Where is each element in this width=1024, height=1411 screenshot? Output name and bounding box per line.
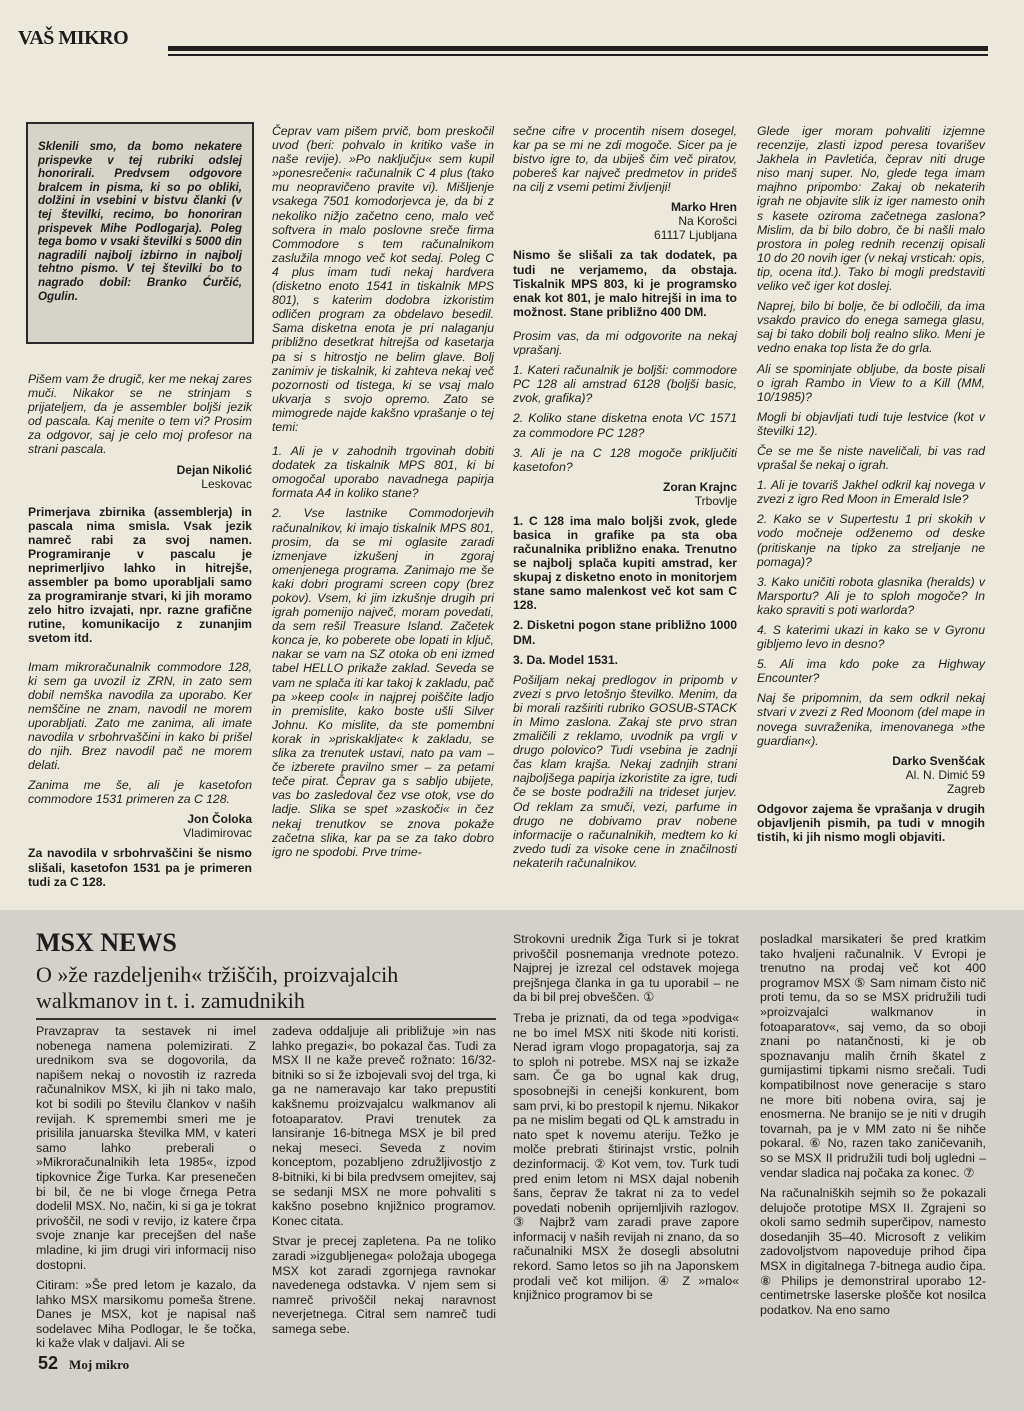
letter-text: Mogli bi objavljati tudi tuje lestvice (kot v številki 12).: [757, 409, 985, 438]
header-rule-thin: [168, 54, 988, 56]
letter-text: 2. Kako se v Supertestu 1 pri skokih v vodo močneje odženemo od deske (pritiskanje na tipko za streljanje ne pomaga)?: [757, 512, 985, 569]
letter-text: Ali se spominjate obljube, da boste pisali o igrah Rambo in View to a Kill (MM, 10/1985)?: [757, 361, 985, 404]
author-place: Vladimirovac: [183, 826, 252, 841]
header-rule-thick: [168, 46, 988, 51]
letter-signature: [513, 480, 737, 508]
msx-column-1: [36, 1024, 256, 1357]
letter-text: 3. Ali je na C 128 mogoče priključiti kasetofon?: [513, 445, 737, 474]
msx-news-subtitle: O »že razdeljenih« tržiščih, proizvajalcih walkmanov in t. i. zamudnikih: [36, 962, 399, 1013]
letter-text: Naprej, bilo bi bolje, če bi odločili, da ima vsakdo pravico do enega samega glasu, saj bi tako dobili bolj realno sliko. Meni je vedno enaka top lista že do grla.: [757, 299, 985, 356]
author-name: Zoran Krajnc: [662, 479, 737, 494]
article-paragraph: Treba je priznati, da od tega »podviga« ne bo imel MSX niti škode niti koristi. Nerad igram vlogo propagatorja, saj za to sploh ni potrebe. MSX naj se izkaže sam. Če ga bo ugnal kak drug, sposobnejši in cenejši konkurent, bom sam prvi, ki bo prestopil k njemu. Nikakor pa ne mislim begati od QL k amstradu in nato spet k novemu ateriju. Težko je molče prebrati štirinajst vrstic, polnih dezinformacij. ② Kot vem, tov. Turk tudi pred enim letom ni MSX dajal nobenih šans, čeprav že takrat ni za to vedel povedati nobenih oprijemljivih razlogov. ③ Najbrž vam zaradi prave zapore informacij v naših revijah ni znano, da so računalniki MSX že dosegli absolutni rekord. Samo letos so jih na Japonskem prodali več kot milijon. ④ Z »malo« knjižnico programov bi se: [513, 1010, 739, 1303]
article-paragraph: Na računalniških sejmih so že pokazali delujoče prototipe MSX II. Zgrajeni so okoli samo sedmih superčipov, namesto dosedanjih 35–40. Microsoft z velikim zadovoljstvom napoveduje prihod čipa MSX in digitalnega 7-bitnega audio čipa. ⑧ Philips je demonstriral uporabo 12-centimetrske laserske plošče kot nosilca podatkov. Na eno samo: [760, 1186, 986, 1317]
letter-signature: [757, 754, 985, 796]
author-name: Marko Hren: [670, 200, 737, 215]
magazine-name: Moj mikro: [69, 1357, 130, 1372]
letter-text: 1. Ali je v zahodnih trgovinah dobiti dodatek za tiskalnik MPS 801, ki bi omogočal uporabo navadnega papirja formata A4 in koliko stane?: [272, 444, 494, 501]
letter-text: sečne cifre v procentih nisem dosegel, kar pa se mi ne zdi mogoče. Sicer pa je bistvo igre to, da ubiješ čim več piratov, pobereš kar največ predmetov in prideš na cilj z vsemi petimi življenji!: [513, 124, 737, 195]
letters-column-4: [757, 124, 985, 850]
author-name: Dejan Nikolić: [176, 462, 252, 477]
author-place: Trbovlje: [694, 493, 737, 508]
editor-answer: Za navodila v srbohrvaščini še nismo slišali, kasetofon 1531 pa je primeren tudi za C 128.: [28, 846, 252, 889]
letter-text: Zanima me še, ali je kasetofon commodore 1531 primeren za C 128.: [28, 778, 252, 807]
author-city: Zagreb: [946, 781, 985, 796]
msx-column-3: [513, 932, 739, 1309]
letter-text: Prosim vas, da mi odgovorite na nekaj vprašanj.: [513, 328, 737, 358]
letter-text: Pošiljam nekaj predlogov in pripomb v zvezi s prvo letošnjo številko. Menim, da bi morali razširiti rubriko GOSUB-STACK in Mimo zaslona. Zakaj ste prvo stran zmaličili z reklamo, uvodnik pa vrgli v drugo polovico? Tudi vsebina je zadnji čas klam krajša. Nekaj zadnjih strani najboljšega papirja izkoristite za igre, tudi če se boste podražili na trideset jurjev. Od reklam za smuči, vezi, parfume in drugo ne dobivamo prav nobene informacije o računalnikih, medtem ko ki zvedo tudi za visoke cene in značilnosti nekaterih računalnikov.: [513, 672, 737, 870]
letter-signature: [28, 812, 252, 840]
letter-text: Glede iger moram pohvaliti izjemne recenzije, zlasti izpod peresa tovarišev Jakhela in Pavletića, čeprav niti druge niso manj super. No, glede tega imam majhno pripombo: Zakaj ob nekaterih igrah ne objavite slik iz iger namesto onih s kasete oziroma začetnega zaslona? Mislim, da bi bilo dobro, če bi našli malo prostora in poleg rednih recenzij opisali 10 do 20 novih iger (v nekaj vrsticah: opis, tip, ocena itd.). Tako bi mogli predstaviti veliko več iger kot doslej.: [757, 124, 985, 294]
msx-column-2: [272, 1024, 496, 1342]
author-city: 61117 Ljubljana: [654, 228, 737, 243]
letter-text: 1. Kateri računalnik je boljši: commodore PC 128 ali amstrad 6128 (boljši basic, zvok, grafika)?: [513, 363, 737, 406]
editor-answer: 2. Disketni pogon stane približno 1000 DM.: [513, 618, 737, 647]
article-paragraph: Strokovni urednik Žiga Turk si je tokrat privoščil posnemanja vrednote potezo. Najprej je izrezal cel odstavek mojega prejšnjega članka in ga tu uporabil – ne da bi bil prej obveščen. ①: [513, 932, 739, 1005]
letter-text: 5. Ali ima kdo poke za Highway Encounter?: [757, 657, 985, 686]
letter-text: Čeprav vam pišem prvič, bom preskočil uvod (beri: pohvalo in kritiko vaše in naše revije). »Po naključju« sem kupil »ponesrečeni« računalnik C 4 plus (tako mu neopravičeno pravite vi). Mišljenje vsakega 7501 komodorjevca je, da bi z nekoliko nižjo začetno ceno, malo več softvera in malo poslovne sreče firma Commodore s tem računalnikom zaslužila mnogo več kot sedaj. Poleg C 4 plus imam tudi nekaj hardvera (disketno enoto 1541 in tiskalnik MPS 801), s katerim dodobra izkoristim odličen program za obdelavo besedil. Sama disketna enota je pri nalaganju približno desetkrat hitrejša od kasetarja pa si s hitrostjo ne belim glave. Bolj zanimiv je tiskalnik, ki zahteva nekaj več pozornosti od tistega, ki se vsaj malo ukvarja s svojo opremo. Zato se mimogrede najde kakšno vprašanje o tej temi:: [272, 124, 494, 434]
letter-text: 3. Kako uničiti robota glasnika (heralds) v Marsportu? Ali je to sploh mogoče? In kako spraviti s poti warlorda?: [757, 574, 985, 617]
letter-text: 2. Koliko stane disketna enota VC 1571 za commodore PC 128?: [513, 411, 737, 440]
letters-column-2: [272, 124, 494, 865]
article-paragraph: Stvar je precej zapletena. Pa ne toliko zaradi »izgubljenega« položaja ubogega MSX kot zaradi zgornjega ravnokar navedenega odstavka. V njem sem si namreč privoščil nekaj naravnost neverjetnega. Citral sem namreč tudi samega sebe.: [272, 1234, 496, 1336]
msx-news-title: MSX NEWS: [36, 928, 177, 957]
page-number: 52: [38, 1353, 59, 1373]
editor-answer: 3. Da. Model 1531.: [513, 652, 618, 667]
letter-text: Pišem vam že drugič, ker me nekaj zares muči. Nikakor se ne strinjam s prijateljem, da je assembler boljši jezik od pascala. Kaj menite o tem vi? Prosim za odgovor, saj je celo moj profesor na strani pascala.: [28, 372, 252, 457]
letter-text: Naj še pripomnim, da sem odkril nekaj stvari v zvezi z Red Moonom (del mape in novega suvraženika, imenovanega »the guardian«).: [757, 691, 985, 748]
author-place: Na Korošci: [678, 214, 737, 229]
author-place: Al. N. Dimić 59: [905, 767, 985, 782]
letter-text: 4. S katerimi ukazi in kako se v Gyronu gibljemo levo in desno?: [757, 623, 985, 652]
msx-column-4: [760, 932, 986, 1323]
section-title: VAŠ MIKRO: [18, 27, 129, 49]
letter-text: 2. Vse lastnike Commodorjevih računalnikov, ki imajo tiskalnik MPS 801, prosim, da se mi oglasite zaradi izmenjave izkušenj in zgoraj omenjenega programa. Zanimajo me še kaki dobri programi screen copy (brez pokov). Vsem, ki jim izkušnje drugih pri igrah pomenijo največ, moram povedati, da sem rešil Treasure Island. Začetek konca je, ko poberete obe lopati in ključ, nakar se vam na SZ otoka ob eni izmed tabel HELLO prikaže zaklad. Seveda se vam ne splača iti kar takoj k zakladu, pač pa »keep cool« in najprej poiščite ladjo in premislite, kako boste ušli Silver Johnu. Ko mislite, da ste pomembni korak in »priskakljate« k zakladu, se slika za trenutek ustavi, nato pa vam – če izberete pravilno smer – za petami teče pirat. Čeprav ga s sabljo ubijete, vas bo zasledoval čez vse otok, vse do ladje. Slika se spet »zaskoči« in čez nekaj trenutkov se znova pokaže začetna slika, kar pa se za tako dobro igro ne spodobi. Prve trime-: [272, 506, 494, 859]
author-place: Leskovac: [201, 476, 252, 491]
letter-text: Če se me še niste naveličali, bi vas rad vprašal še nekaj o igrah.: [757, 443, 985, 473]
article-paragraph: Pravzaprav ta sestavek ni imel nobenega namena polemizirati. Z urednikom sva se dogovorila, da napišem nekaj o novostih iz razreda računalnikov MSX, ki jih ni tako malo, kot bi sodili po številu člankov v naših revijah. K spremembi smeri me je prisilila januarska številka MM, v kateri samo lahko preberali o »Mikroračunalnikih leta 1985«, izpod tipkovnice Žige Turka. Kar presenečen bi bil, če ne bi vloge črnega Petra dodelil MSX. No, način, ki si ga je tokrat privoščil, ne sodi v revijo, iz katere črpa svoje znanje kar precejšen del naše mladine, ki jim drugi viri informacij niso dostopni.: [36, 1024, 256, 1272]
page-footer: [38, 1352, 129, 1376]
editor-answer: Nismo še slišali za tak dodatek, pa tudi ne verjamemo, da obstaja. Tiskalnik MPS 803, ki je programsko enak kot 801, je malo hitrejši in ima to možnost. Stane približno 400 DM.: [513, 248, 737, 319]
editorial-notice-box: Sklenili smo, da bomo nekatere prispevke v tej rubriki odslej honorirali. Predvsem odgovore bralcem in pisma, ki so po obliki, dolžini in vsebini v bistvu članki (v tej številki, recimo, bo honoriran prispevek Mihe Podlogarja). Poleg tega bomo v vsaki številki s 5000 din nagradili najbolj izbirno in najbolj tehtno pismo. V tej številki bo to nagrado dobil: Branko Ćurčić, Ogulin.: [26, 122, 254, 344]
article-paragraph: posladkal marsikateri še pred kratkim tako hvaljeni računalnik. V Evropi je trenutno na prodaj več kot 400 programov MSX ⑤ Sam nimam čisto nič proti temu, da so se MSX pridružili tudi »proizvajalci walkmanov in fotoaparatov«, saj vemo, da so oboji znani po natančnosti, ki je ob spoznavanju malih črnih škatel z gumijastimi tipkami nismo srečali. Tudi kompatibilnost nove generacije s staro ne more biti nobena ovira, saj je enosmerna. Ne branijo se je niti v drugih tovarnah, pa je v MM zato ni še nihče pokaral. ⑥ No, razen tako zaničevanih, so se MSX II pridružili tudi bolj ugledni – vendar sladica naj počaka za konec. ⑦: [760, 932, 986, 1180]
article-paragraph: Citiram: »Še pred letom je kazalo, da lahko MSX marsikomu pomeša štrene. Danes je MSX, kot je napisal naš sodelavec Miha Podlogar, le še točka, ki kaže vlak v daljavi. Ali se: [36, 1278, 256, 1351]
section-header: [18, 22, 988, 62]
letter-signature: [28, 463, 252, 491]
editor-answer: Primerjava zbirnika (assemblerja) in pascala nima smisla. Vsak jezik namreč rabi za svoj namen. Programiranje v pascalu je neprimerljivo lahko in hitrejše, assembler pa bomo uporabljali samo za programiranje stvari, ki jih moramo zelo hitro izvajati, npr. razne grafične rutine, komunikacijo z zunanjim svetom itd.: [28, 504, 252, 646]
letter-signature: [513, 200, 737, 242]
author-name: Darko Svenšćak: [892, 753, 985, 768]
author-name: Jon Čoloka: [187, 812, 252, 827]
article-paragraph: zadeva oddaljuje ali približuje »in nas lahko pregazi«, bo pokazal čas. Tudi za MSX II ne kaže preveč rožnato: 16/32-bitniki so si že izbojevali svoj del trga, ki ga ne nameravajo kar tako prepustiti kakšnemu proizvajalcu walkmanov ali fotoaparatov. Pravi trenutek za lansiranje 16-bitnega MSX je bil pred nekaj meseci. Seveda z novim konceptom, pozabljeno združljivostjo z 8-bitniki, ki bi bila predvsem omejitev, saj se sedanji MSX ne more pohvaliti s kakšno posebno knjižnico programov. Konec citata.: [272, 1024, 496, 1228]
subtitle-rule: [36, 1018, 496, 1020]
editor-answer: 1. C 128 ima malo boljši zvok, glede basica in grafike pa sta oba računalnika približno enaka. Trenutno se najbolj splača kupiti amstrad, ker skupaj z disketno enoto in monitorjem stane samo malenkost več kot sam C 128.: [513, 513, 737, 613]
editor-answer: Odgovor zajema še vprašanja v drugih objavljenih pismih, pa tudi v mnogih tistih, ki jih nismo mogli objaviti.: [757, 801, 985, 844]
letter-text: Imam mikroračunalnik commodore 128, ki sem ga uvozil iz ZRN, in zato sem dobil nemška navodila za uporabo. Ker nemščine ne znam, navodil ne morem uporabljati. Zato me zanima, ali imate navodila v srbohrvaščini in kako bi prišel do njih. Brez navodil pač ne morem delati.: [28, 659, 252, 773]
letters-column-1: [28, 372, 252, 895]
letter-text: 1. Ali je tovariš Jakhel odkril kaj novega v zvezi z igro Red Moon in Emerald Isle?: [757, 478, 985, 507]
letters-column-3: [513, 124, 737, 876]
